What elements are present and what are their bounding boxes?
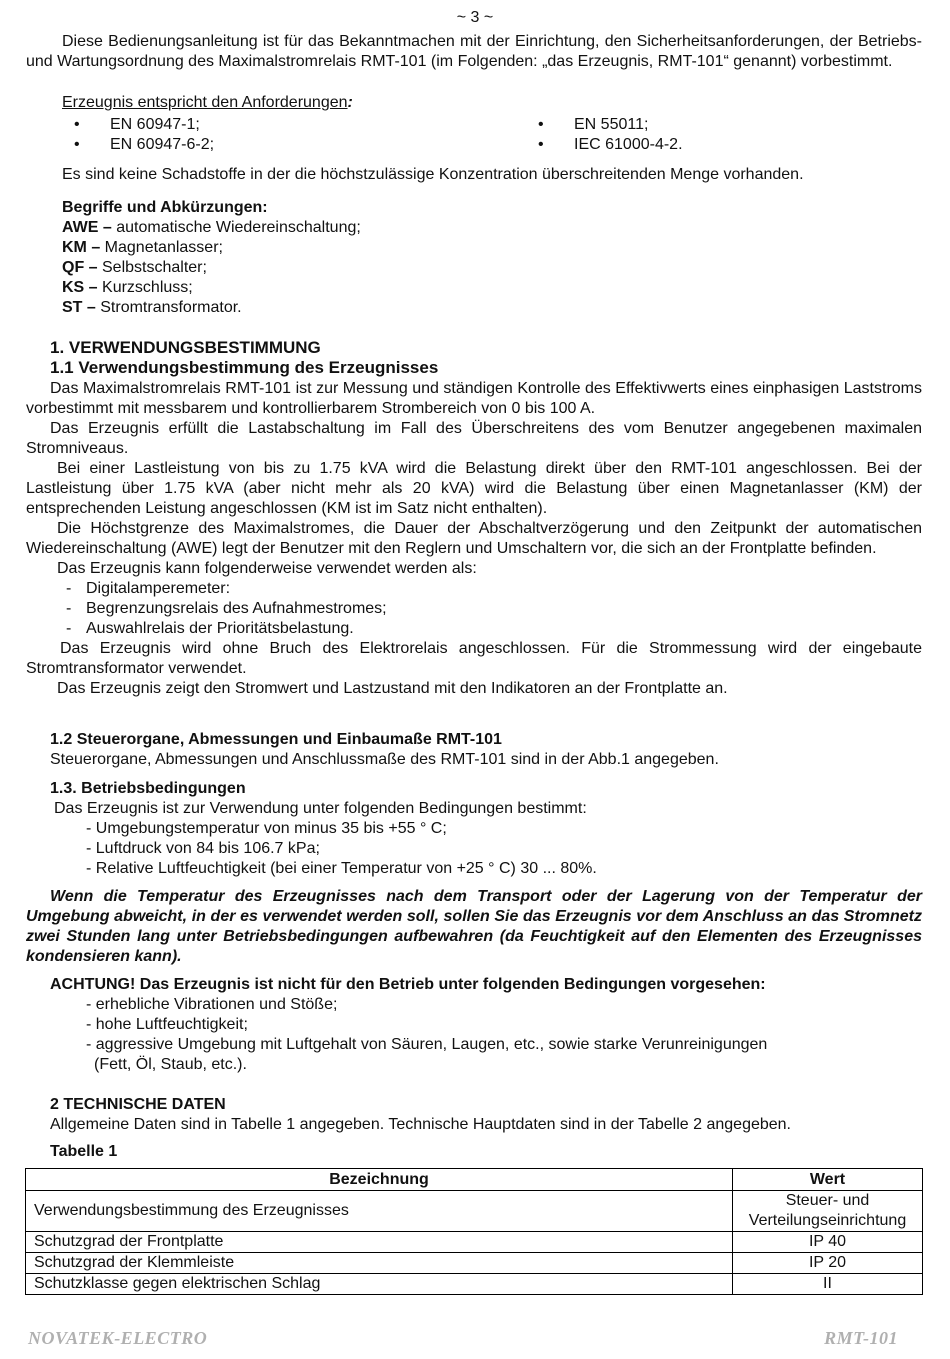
- section-1-2-body: Steuerorgane, Abmessungen und Anschlussmaße des RMT-101 sind in der Abb.1 angegeben.: [50, 751, 719, 768]
- column-header: Wert: [733, 1169, 923, 1191]
- temperature-warning: Wenn die Temperatur des Erzeugnisses nach dem Transport oder der Lagerung von der Temperatur der Umgebung abweicht, in der es verwendet werden soll, sollen Sie das Erzeugnis vor dem Anschluss an das Stromnetz zwei Stunden lang unter Betriebsbedingungen aufbewahren (da Feuchtigkeit auf den Elementen des Erzeugnisses kondensieren kann).: [26, 888, 922, 965]
- list-item: • EN 60947-6-2;: [64, 135, 484, 155]
- table-cell: Schutzgrad der Klemmleiste: [26, 1253, 733, 1274]
- no-hazard-paragraph: Es sind keine Schadstoffe in der die höchstzulässige Konzentration überschreitenden Menge vorhanden.: [62, 166, 804, 183]
- list-item: • EN 60947-1;: [64, 115, 484, 135]
- table-cell: II: [733, 1274, 923, 1295]
- section-1-1-title: 1.1 Verwendungsbestimmung des Erzeugnisses: [50, 358, 439, 377]
- page-number: ~ 3 ~: [456, 9, 494, 26]
- terms-heading: Begriffe und Abkürzungen:: [62, 199, 268, 216]
- table-row: [26, 1253, 923, 1274]
- table-cell: IP 20: [733, 1253, 923, 1274]
- standards-heading: Erzeugnis entspricht den Anforderungen:: [62, 94, 353, 111]
- list-item: - Luftdruck von 84 bis 106.7 kPa;: [86, 840, 320, 857]
- column-header: Bezeichnung: [26, 1169, 733, 1191]
- footer-model: RMT-101: [824, 1328, 898, 1348]
- list-item: Digitalamperemeter:: [86, 580, 231, 597]
- section-1-3-body: Das Erzeugnis ist zur Verwendung unter folgenden Bedingungen bestimmt:: [54, 800, 587, 817]
- terms-list: [62, 218, 361, 318]
- list-item: Auswahlrelais der Prioritätsbelastung.: [86, 620, 354, 637]
- list-item: Begrenzungsrelais des Aufnahmestromes;: [86, 600, 387, 617]
- conditions-list: [86, 819, 597, 879]
- intro-paragraph: Diese Bedienungsanleitung ist für das Bekanntmachen mit der Einrichtung, den Sicherheitsanforderungen, der Betriebs- und Wartungsordnung des Maximalstromrelais RMT-101 (im Folgenden: „das Erzeugnis, RMT-101“ genannt) vorbestimmt.: [26, 33, 922, 70]
- list-item: - erhebliche Vibrationen und Stöße;: [86, 996, 338, 1013]
- table-row: [26, 1274, 923, 1295]
- section-1-3-title: 1.3. Betriebsbedingungen: [50, 780, 246, 797]
- table-cell: Schutzgrad der Frontplatte: [26, 1232, 733, 1253]
- table-row: [26, 1191, 923, 1232]
- list-item: • EN 55011;: [528, 115, 908, 135]
- table-row: [26, 1232, 923, 1253]
- section-1-2-title: 1.2 Steuerorgane, Abmessungen und Einbaumaße RMT-101: [50, 731, 502, 748]
- table-1-caption: Tabelle 1: [50, 1143, 118, 1160]
- achtung-list: [86, 995, 767, 1075]
- list-item: • IEC 61000-4-2.: [528, 135, 908, 155]
- section-2-title: 2 TECHNISCHE DATEN: [50, 1096, 226, 1113]
- list-item: - aggressive Umgebung mit Luftgehalt von Säuren, Laugen, etc., sowie starke Verunreinigungen: [86, 1036, 768, 1053]
- list-item: - hohe Luftfeuchtigkeit;: [86, 1016, 248, 1033]
- term-item: KM – Magnetanlasser;: [62, 239, 223, 256]
- section-1-title: 1. VERWENDUNGSBESTIMMUNG: [50, 338, 321, 357]
- table-cell: Verwendungsbestimmung des Erzeugnisses: [26, 1191, 733, 1232]
- section-2-body: Allgemeine Daten sind in Tabelle 1 angegeben. Technische Hauptdaten sind in der Tabelle 2 angegeben.: [50, 1116, 791, 1133]
- table-cell: Steuer- und Verteilungseinrichtung: [733, 1191, 923, 1232]
- term-item: QF – Selbstschalter;: [62, 259, 207, 276]
- standards-list-left: [64, 115, 484, 155]
- uses-list: - Digitalamperemeter: - Begrenzungsrelais des Aufnahmestromes; - Auswahlrelais der Prioritätsbelastung.: [66, 580, 387, 637]
- achtung-title: ACHTUNG! Das Erzeugnis ist nicht für den Betrieb unter folgenden Bedingungen vorgesehen:: [50, 976, 766, 993]
- table-cell: Schutzklasse gegen elektrischen Schlag: [26, 1274, 733, 1295]
- standards-list-right: [528, 115, 908, 155]
- table-header-row: [26, 1169, 923, 1191]
- term-item: KS – Kurzschluss;: [62, 279, 193, 296]
- term-item: AWE – automatische Wiedereinschaltung;: [62, 219, 361, 236]
- table-cell: IP 40: [733, 1232, 923, 1253]
- table-1: [25, 1168, 923, 1295]
- list-item: - Relative Luftfeuchtigkeit (bei einer Temperatur von +25 ° C) 30 ... 80%.: [86, 860, 597, 877]
- section-1-1-body: Das Maximalstromrelais RMT-101 ist zur Messung und ständigen Kontrolle des Effektivwerts eines einphasigen Laststroms vorbestimmt mit messbarem und kontrollierbarem Strombereich von 0 bis 100 A. Das Erzeugnis erfüllt die Lastabschaltung im Fall des Überschreitens des vom Benutzer angegebenen maximalen Stromniveaus. Bei einer Lastleistung von bis zu 1.75 kVA wird die Belastung direkt über den RMT-101 angeschlossen. Bei der Lastleistung über 1.75 kVA (aber nicht mehr als 20 kVA) wird die Belastung über einen Magnetanlasser (KM) der entsprechenden Leistung angeschlossen (KM ist im Satz nicht enthalten). Die Höchstgrenze des Maximalstromes, die Dauer der Abschaltverzögerung und den Zeitpunkt der automatischen Wiedereinschaltung (AWE) legt der Benutzer mit den Reglern und Umschaltern vor, die sich an der Frontplatte befinden. Das Erzeugnis kann folgenderweise verwendet werden als: - Digitalamperemeter: - Begrenzungsrelais des Aufnahmestromes; - Auswahlrelais der Prioritätsbelastung. Das Erzeugnis wird ohne Bruch des Elektrorelais angeschlossen. Für die Strommessung wird der eingebaute Stromtransformator verwendet. Das Erzeugnis zeigt den Stromwert und Lastzustand mit den Indikatoren an der Frontplatte an.: [26, 380, 922, 697]
- footer-brand: NOVATEK-ELECTRO: [28, 1328, 208, 1348]
- list-item: (Fett, Öl, Staub, etc.).: [94, 1056, 247, 1073]
- list-item: - Umgebungstemperatur von minus 35 bis +55 ° C;: [86, 820, 447, 837]
- term-item: ST – Stromtransformator.: [62, 299, 242, 316]
